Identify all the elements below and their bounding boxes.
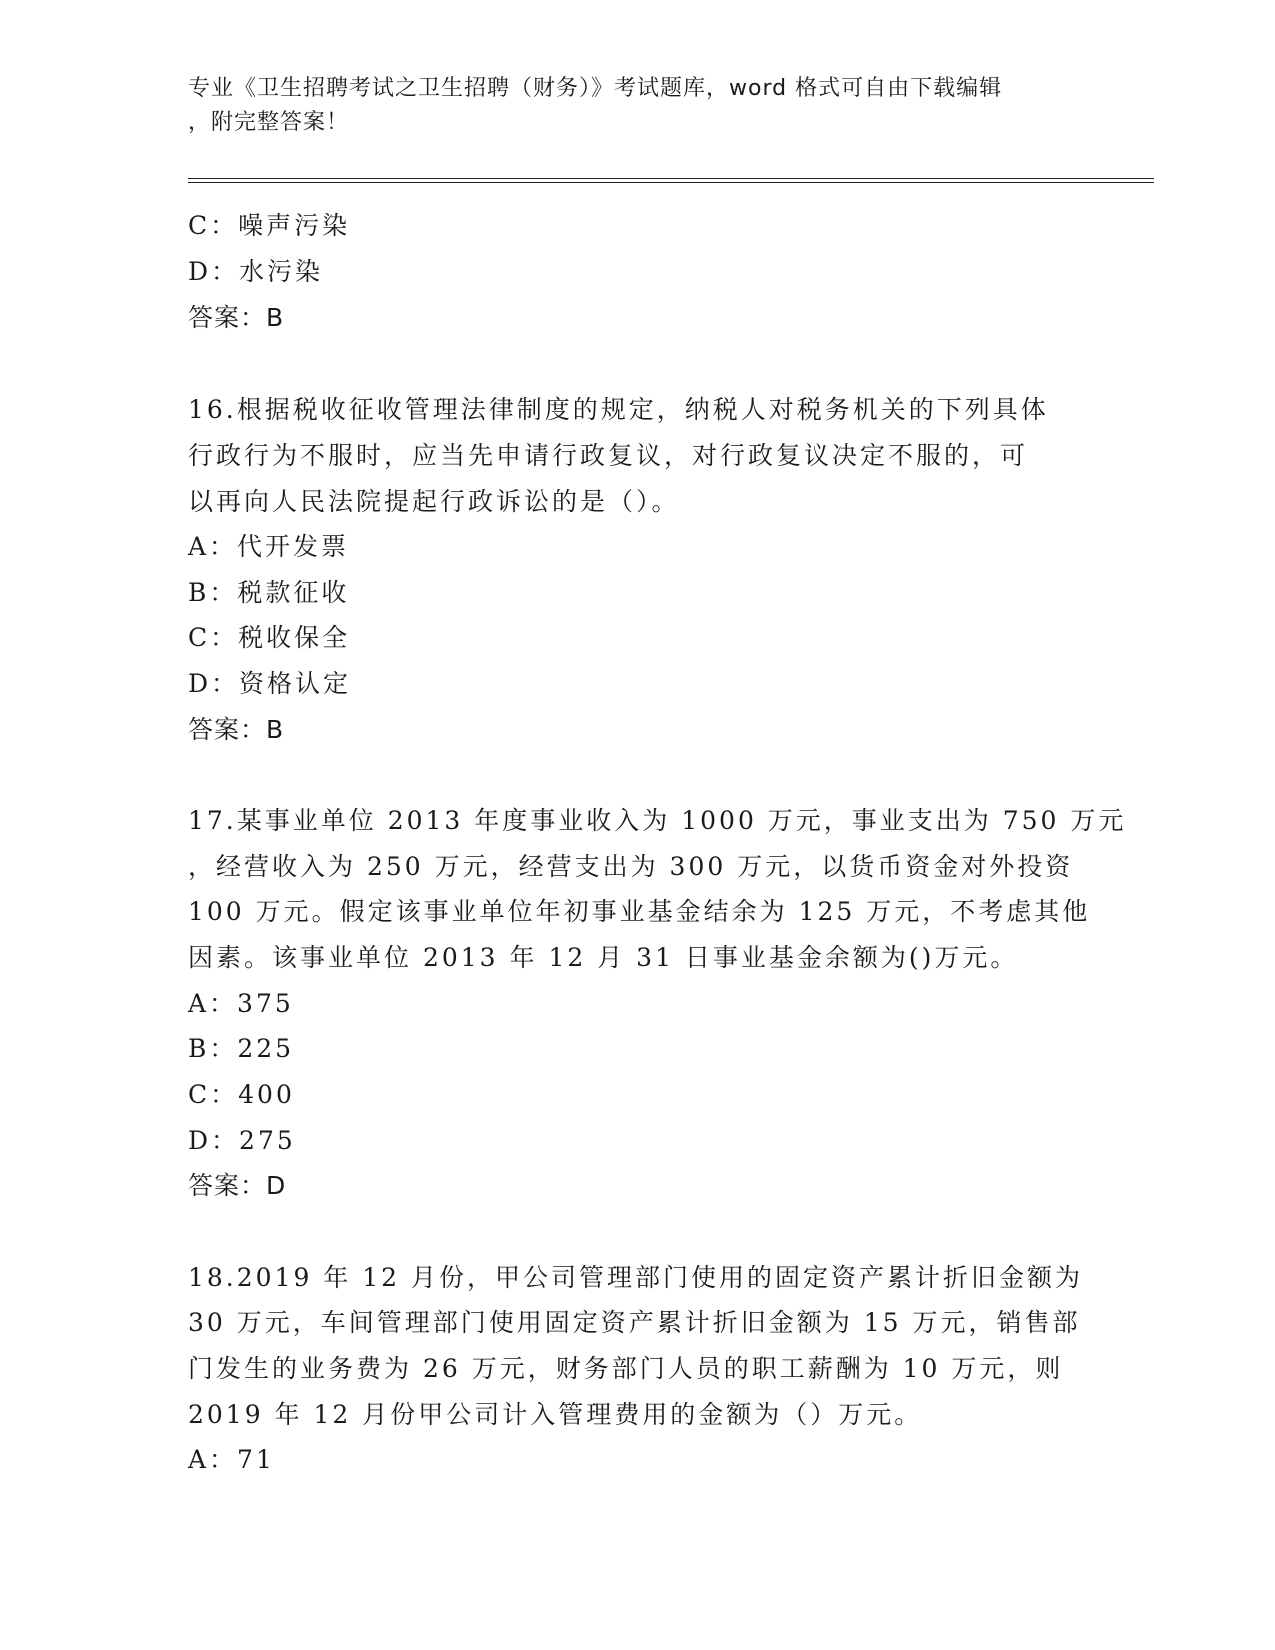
question-text-line: 以再向人民法院提起行政诉讼的是（）。 (188, 487, 680, 516)
answer-option: D：水污染 (188, 257, 324, 286)
header-rule-top (188, 178, 1154, 179)
question-text-line: 18.2019 年 12 月份，甲公司管理部门使用的固定资产累计折旧金额为 (188, 1263, 1084, 1292)
header-line-2: ，附完整答案！ (188, 110, 350, 135)
question-text-line: ，经营收入为 250 万元，经营支出为 300 万元，以货币资金对外投资 (188, 852, 1074, 881)
question-text-line: 16.根据税收征收管理法律制度的规定，纳税人对税务机关的下列具体 (188, 395, 1049, 424)
answer-option: A：375 (188, 989, 294, 1018)
question-text-line: 2019 年 12 月份甲公司计入管理费用的金额为（）万元。 (188, 1400, 923, 1429)
answer-option: B：225 (188, 1034, 295, 1063)
answer-key: 答案：B (188, 303, 285, 332)
answer-option: B：税款征收 (188, 578, 350, 607)
question-text-line: 因素。该事业单位 2013 年 12 月 31 日事业基金余额为()万元。 (188, 943, 1019, 972)
document-header (188, 72, 1088, 140)
header-line-1: 专业《卫生招聘考试之卫生招聘（财务）》考试题库，word 格式可自由下载编辑 (188, 76, 1003, 101)
answer-option: C：噪声污染 (188, 211, 351, 240)
question-text-line: 门发生的业务费为 26 万元，财务部门人员的职工薪酬为 10 万元，则 (188, 1354, 1064, 1383)
answer-option: D：275 (188, 1126, 296, 1155)
answer-option: A：71 (188, 1445, 275, 1474)
question-text-line: 行政行为不服时，应当先申请行政复议，对行政复议决定不服的，可 (188, 441, 1029, 470)
answer-option: C：400 (188, 1080, 295, 1109)
question-text-line: 30 万元，车间管理部门使用固定资产累计折旧金额为 15 万元，销售部 (188, 1308, 1081, 1337)
answer-option: A：代开发票 (188, 532, 350, 561)
question-text-line: 17.某事业单位 2013 年度事业收入为 1000 万元，事业支出为 750 万元 (188, 806, 1127, 835)
answer-option: C：税收保全 (188, 623, 351, 652)
answer-option: D：资格认定 (188, 669, 352, 698)
header-rule-bottom (188, 182, 1154, 183)
question-text-line: 100 万元。假定该事业单位年初事业基金结余为 125 万元，不考虑其他 (188, 897, 1091, 926)
answer-key: 答案：B (188, 715, 285, 744)
answer-key: 答案：D (188, 1171, 287, 1200)
